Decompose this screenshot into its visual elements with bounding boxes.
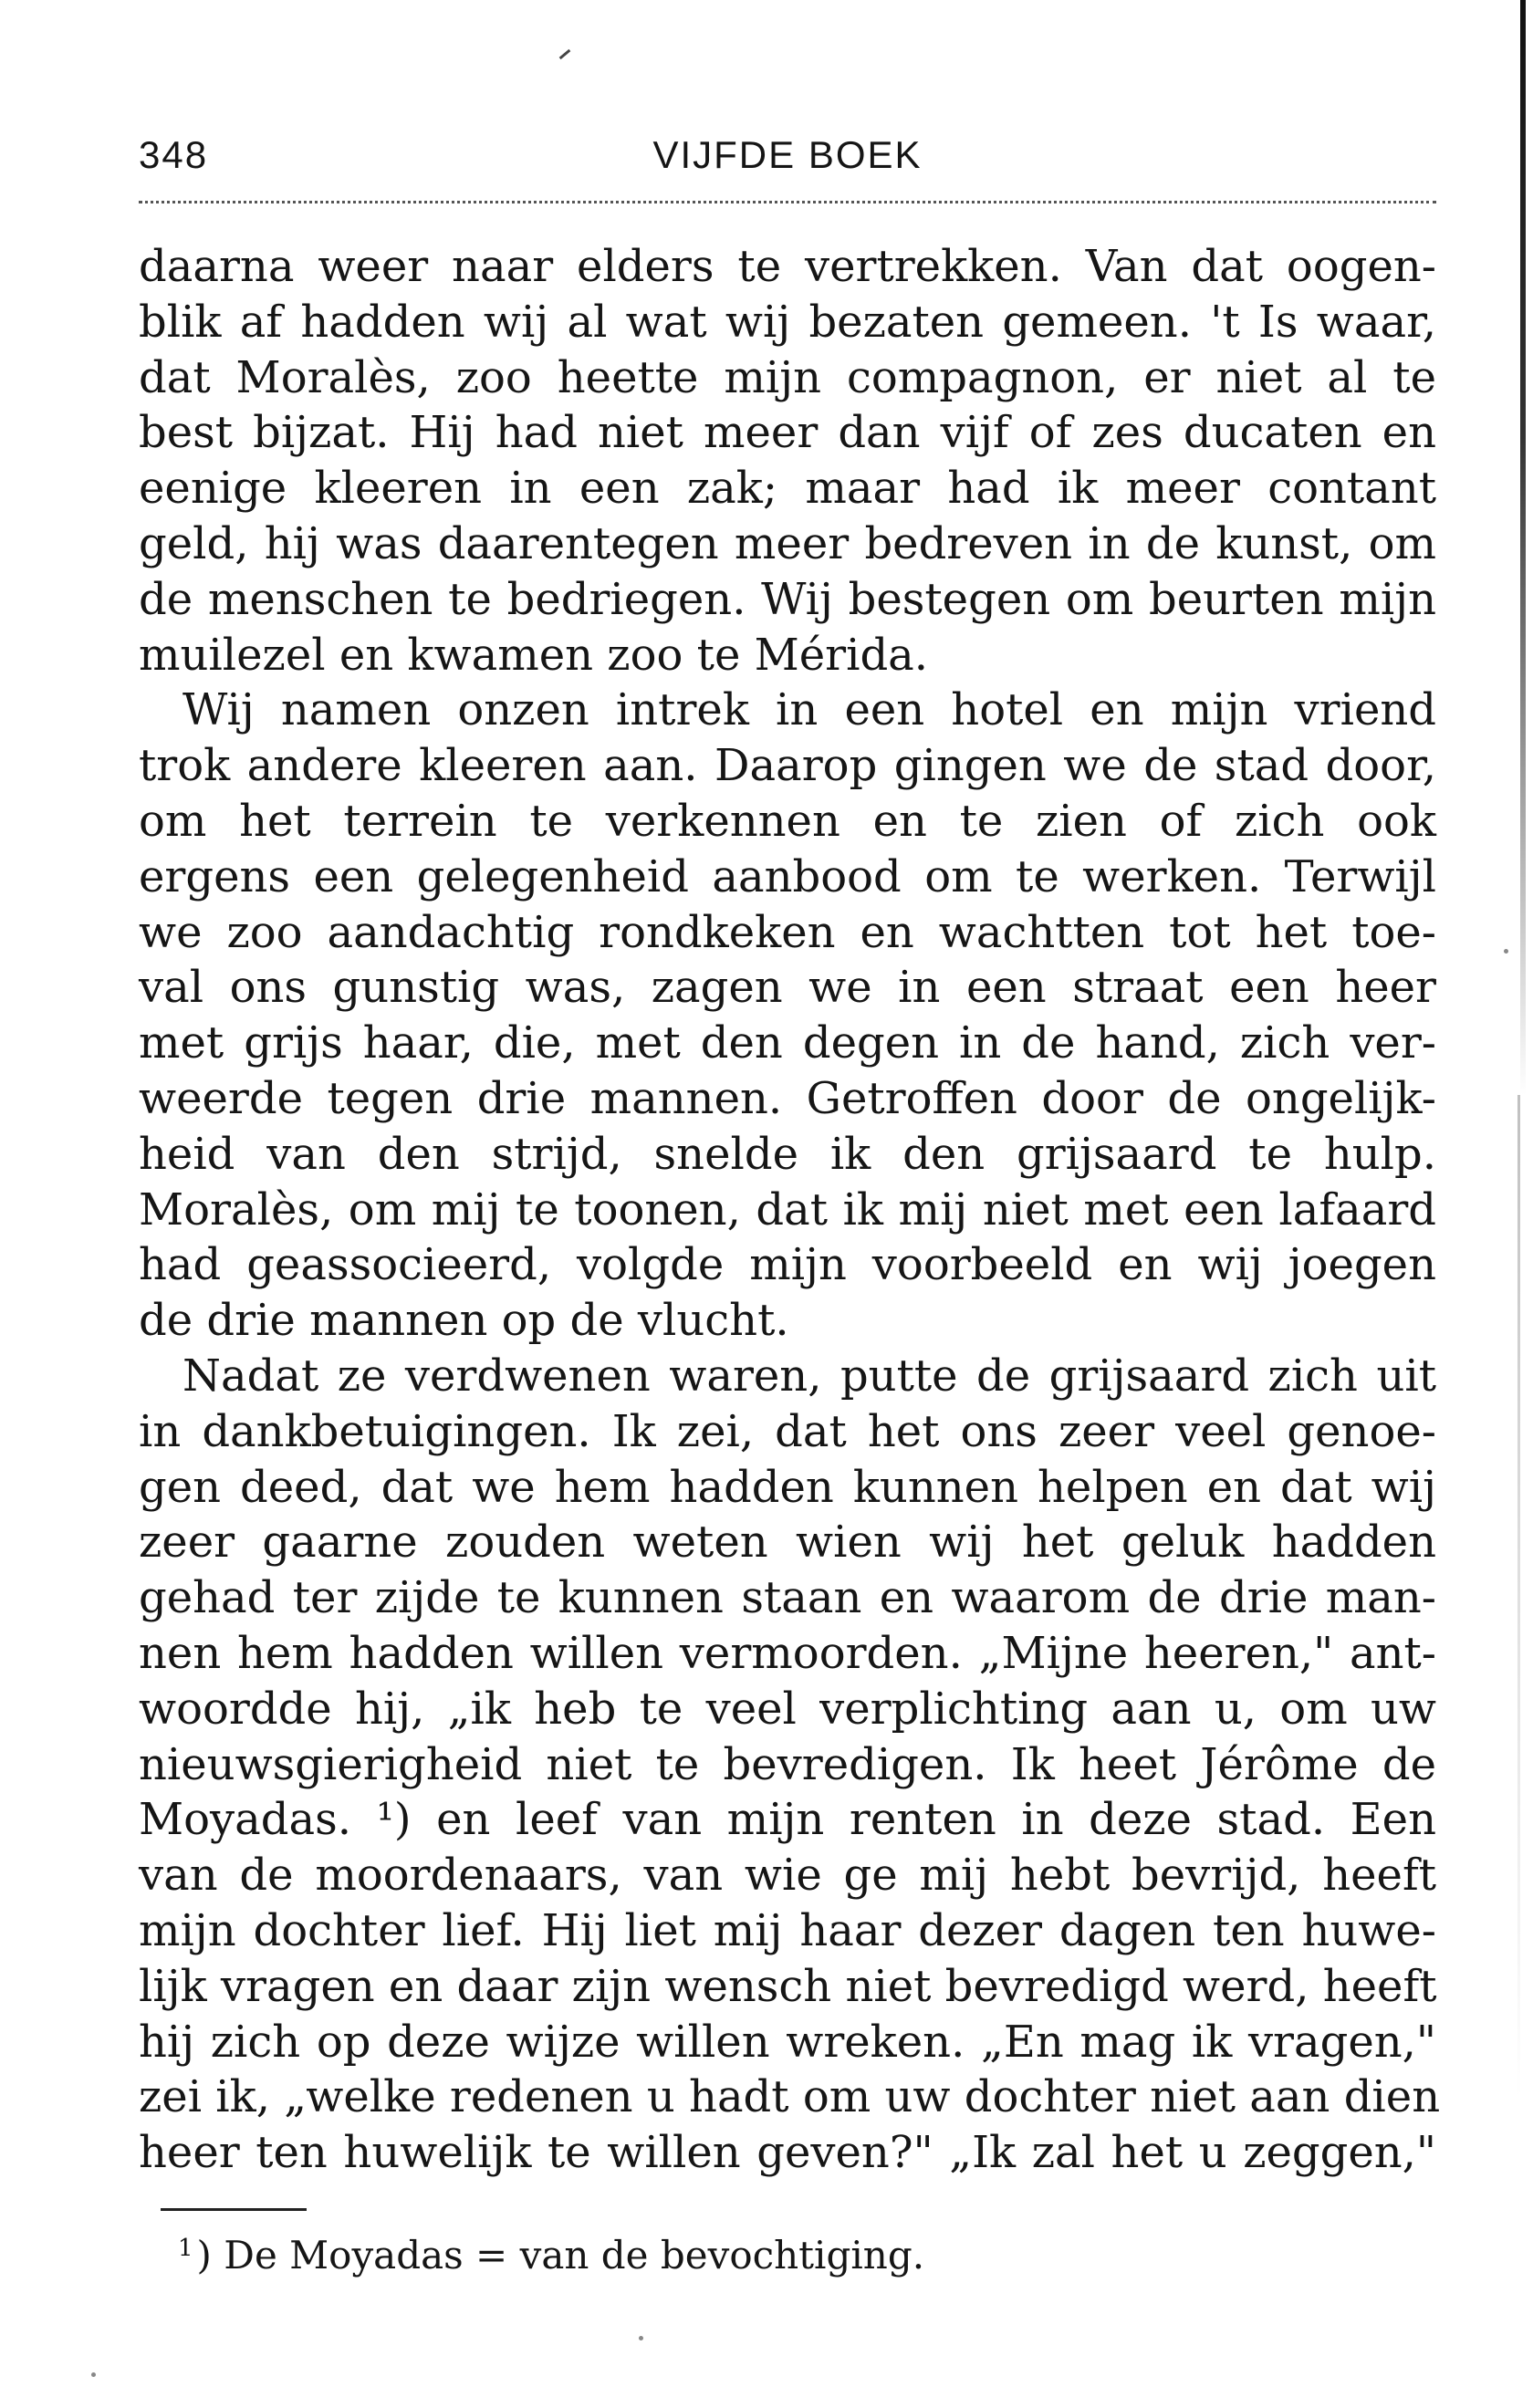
text-line: blik af hadden wij al wat wij bezaten gemeen. 't Is waar, xyxy=(139,296,1436,348)
text-line: gehad ter zijde te kunnen staan en waarom de drie man- xyxy=(139,1572,1436,1624)
text-line: daarna weer naar elders te vertrekken. Van dat oogen- xyxy=(139,241,1436,292)
text-line: zeer gaarne zouden weten wien wij het geluk hadden xyxy=(139,1517,1436,1569)
text-line: we zoo aandachtig rondkeken en wachtten tot het toe- xyxy=(139,906,1436,958)
text-line: ergens een gelegenheid aanbood om te werken. Terwijl xyxy=(139,850,1436,902)
text-line: lijk vragen en daar zijn wensch niet bevredigd werd, heeft xyxy=(139,1960,1437,2012)
text-line: heer ten huwelijk te willen geven?" „Ik zal het u zeggen," xyxy=(139,2127,1436,2179)
text-line: met grijs haar, die, met den degen in de hand, zich ver- xyxy=(139,1017,1436,1069)
paper-speck xyxy=(639,2336,643,2340)
text-line: val ons gunstig was, zagen we in een straat een heer xyxy=(139,962,1436,1014)
text-line: gen deed, dat we hem hadden kunnen helpen en dat wij xyxy=(139,1461,1436,1513)
text-line: in dankbetuigingen. Ik zei, dat het ons zeer veel genoe- xyxy=(139,1405,1436,1457)
text-line: best bijzat. Hij had niet meer dan vijf of zes ducaten en xyxy=(139,407,1436,459)
body-text xyxy=(139,239,1441,2181)
page-number: 348 xyxy=(139,133,209,176)
text-line: zei ik, „welke redenen u hadt om uw dochter niet aan dien xyxy=(139,2071,1441,2123)
text-line: muilezel en kwamen zoo te Mérida. xyxy=(139,629,929,681)
text-line: Moyadas. ¹) en leef van mijn renten in deze stad. Een xyxy=(139,1794,1436,1846)
text-line: mijn dochter lief. Hij liet mij haar dezer dagen ten huwe- xyxy=(139,1904,1436,1956)
paper-speck xyxy=(1504,949,1508,954)
footnote-marker: 1 xyxy=(178,2235,193,2262)
text-line: hij zich op deze wijze willen wreken. „En mag ik vragen," xyxy=(139,2016,1436,2068)
text-line: nieuwsgierigheid niet te bevredigen. Ik heet Jérôme de xyxy=(139,1738,1436,1790)
text-line: weerde tegen drie mannen. Getroffen door de ongelijk- xyxy=(139,1072,1436,1124)
text-line: om het terrein te verkennen en te zien of zich ook xyxy=(139,795,1436,847)
text-line: geld, hij was daarentegen meer bedreven in de kunst, om xyxy=(139,517,1436,569)
footnote-divider xyxy=(161,2208,307,2211)
text-line: trok andere kleeren aan. Daarop gingen we de stad door, xyxy=(139,740,1436,792)
text-line: Nadat ze verdwenen waren, putte de grijsaard zich uit xyxy=(182,1350,1436,1402)
text-line: dat Moralès, zoo heette mijn compagnon, er niet al te xyxy=(139,351,1436,403)
text-line: heid van den strijd, snelde ik den grijsaard te hulp. xyxy=(139,1128,1436,1180)
text-line: had geassocieerd, volgde mijn voorbeeld en wij joegen xyxy=(139,1239,1436,1291)
running-head: VIJFDE BOEK xyxy=(652,133,923,176)
text-line: Moralès, om mij te toonen, dat ik mij niet met een lafaard xyxy=(139,1183,1436,1235)
text-line: Wij namen onzen intrek in een hotel en mijn vriend xyxy=(182,684,1436,736)
text-line: woordde hij, „ik heb te veel verplichting aan u, om uw xyxy=(139,1683,1436,1735)
text-line: de menschen te bedriegen. Wij bestegen om beurten mijn xyxy=(139,573,1436,625)
text-line: nen hem hadden willen vermoorden. „Mijne heeren," ant- xyxy=(139,1627,1436,1679)
text-line: eenige kleeren in een zak; maar had ik meer contant xyxy=(139,463,1436,515)
paper-speck xyxy=(91,2372,96,2377)
footnote xyxy=(178,2223,924,2281)
page-header xyxy=(139,128,1436,192)
page-edge-shadow xyxy=(1520,0,1526,1095)
page-edge-shadow-faint xyxy=(1517,1095,1520,2099)
text-line: van de moordenaars, van wie ge mij hebt bevrijd, heeft xyxy=(139,1850,1436,1902)
header-divider xyxy=(139,201,1436,203)
stray-mark xyxy=(559,49,571,59)
text-line: de drie mannen op de vlucht. xyxy=(139,1295,789,1347)
footnote-text: ) De Moyadas = van de bevochtiging. xyxy=(196,2233,925,2278)
